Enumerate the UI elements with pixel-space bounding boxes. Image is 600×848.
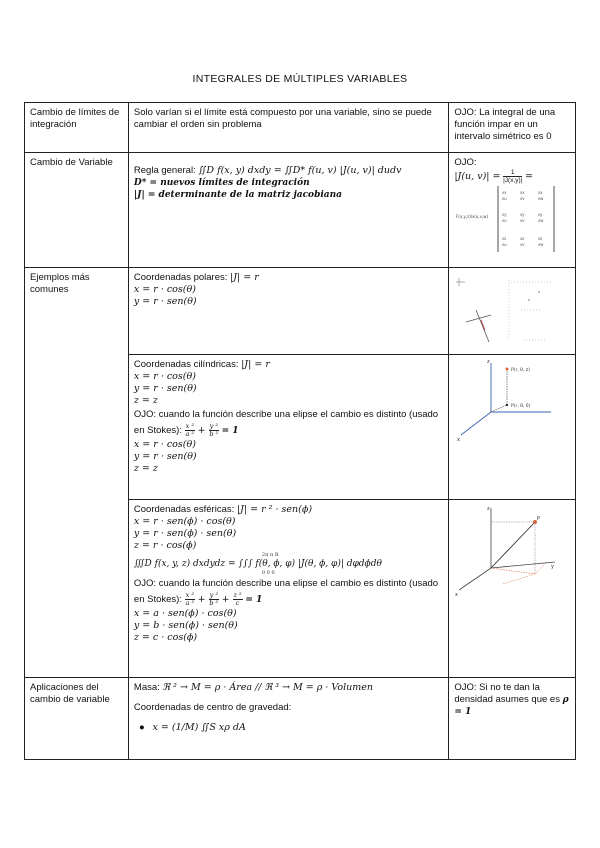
mass-formula: ℜ ² → M = ρ · Área // ℜ ³ → M = ρ · Volumen: [162, 682, 374, 693]
polar-eq-y: y = r · sen(θ): [133, 296, 197, 307]
svg-text:y: y: [551, 564, 555, 570]
svg-text:∂x: ∂x: [538, 190, 543, 195]
variable-content: [128, 153, 448, 268]
sph-eq-x: x = r · sen(ϕ) · cos(θ): [133, 516, 236, 527]
svg-text:∂x: ∂x: [502, 190, 507, 195]
sph2-eq-z: z = c · cos(ϕ): [133, 632, 198, 644]
applications-note: [449, 678, 576, 760]
center-of-gravity-title: Coordenadas de centro de gravedad:: [133, 702, 292, 713]
row-label-limits: Cambio de límites de integración: [25, 103, 129, 153]
table-row-limits: [25, 103, 576, 153]
sph2-eq-x: x = a · sen(ϕ) · cos(θ): [133, 608, 237, 620]
cylindrical-figure-cell: [449, 355, 576, 500]
jacobian-inverse-fraction: [503, 169, 522, 184]
center-of-gravity-formula: x = (1/M) ∬S xρ dA: [152, 722, 246, 733]
dstar-definition: D* = nuevos límites de integración: [133, 178, 310, 188]
cyl-ellipse-rhs: = 1: [221, 426, 239, 437]
variable-note-title: OJO:: [454, 157, 477, 168]
fraction-numerator: 1: [503, 169, 522, 177]
cyl-eq-y: y = r · sen(θ): [133, 383, 197, 394]
svg-text:∂y: ∂y: [538, 212, 543, 217]
svg-text:∂w: ∂w: [538, 218, 544, 223]
svg-text:z: z: [487, 506, 490, 512]
mass-prefix: Masa:: [133, 682, 160, 693]
svg-text:P: P: [537, 516, 541, 522]
ellipse-term-x: $\frac{\text{x ²}}{\text{a ²}}$: [185, 422, 195, 438]
polar-figure-cell: [449, 268, 576, 355]
ellipse-term-y: $\frac{\text{y ²}}{\text{b ²}}$: [209, 422, 219, 438]
row-label-applications: Aplicaciones del cambio de variable: [25, 678, 129, 760]
density-note-formula: ρ = 1: [454, 695, 569, 717]
svg-text:∂x: ∂x: [520, 190, 525, 195]
row-label-examples: Ejemplos más comunes: [25, 268, 129, 678]
cylindrical-title: Coordenadas cilíndricas:: [133, 359, 239, 370]
polar-diagram: [451, 270, 561, 348]
variable-note: [449, 153, 576, 268]
cyl-projection-label: P(r, θ, 0): [511, 404, 531, 409]
table-row-applications: [25, 678, 576, 760]
polar-title: Coordenadas polares:: [133, 272, 228, 283]
sph-eq-z: z = r · cos(ϕ): [133, 540, 197, 551]
sph2-eq-y: y = b · sen(ϕ) · sen(θ): [133, 620, 238, 632]
limits-note: OJO: La integral de una función impar en un intervalo simétrico es 0: [449, 103, 576, 153]
summary-table: [24, 102, 576, 760]
bullet-icon: ●: [139, 722, 145, 733]
svg-text:x: x: [457, 437, 461, 443]
svg-text:∂v: ∂v: [520, 218, 525, 223]
cyl-eq-z: z = z: [133, 395, 158, 406]
spherical-title: Coordenadas esféricas:: [133, 504, 235, 515]
polar-eq-x: x = r · cos(θ): [133, 284, 196, 295]
sph-ellipse-term-x: $\frac{\text{x ²}}{\text{a ²}}$: [185, 591, 195, 607]
spherical-content: Coordenadas esféricas: |J| = r ² · sen(ϕ) x = r · sen(ϕ) · cos(θ) y = r · sen(ϕ) · sen(θ) z = r · cos(ϕ) 2π π R ∭D f(x, y, z) dxdydz = ∫∫∫ f(θ, ϕ, φ) |J(θ, ϕ, φ)| dφdϕdθ 0 0 0 OJO: cuando la función describe una elipse el cambio es distinto (usado en Stokes): $\frac{\text{x ²}}{\text{a ²}}$ + $\frac{\text{y ²}}{\text{b ²}}$ + $\frac{\text{z ²}}{c}$ = 1 x = a · sen(ϕ) · cos(θ) y = b · sen(ϕ) · sen(θ) z = c · cos(ϕ): [128, 500, 448, 678]
jacobian-definition: |J| = determinante de la matriz jacobiana: [133, 190, 342, 200]
spherical-diagram: [451, 502, 561, 602]
svg-text:x: x: [455, 592, 459, 598]
fraction-denominator: |J(x,y)|: [503, 177, 523, 184]
cylindrical-content: Coordenadas cilíndricas: |J| = r x = r · cos(θ) y = r · sen(θ) z = z OJO: cuando la función describe una elipse el cambio es distinto (usado en Stokes): $\frac{\text{x ²}}{\text{a ²}}$ + $\frac{\text{y ²}}{\text{b ²}}$ = 1 x = r · cos(θ) y = r · sen(θ) z = z: [128, 355, 448, 500]
cylindrical-jacobian: |J| = r: [241, 359, 270, 370]
general-rule-prefix: Regla general:: [133, 165, 196, 176]
sph-ellipse-term-y: $\frac{\text{y ²}}{\text{b ²}}$: [209, 591, 219, 607]
svg-text:∂z: ∂z: [502, 236, 507, 241]
sph-limits-top: 2π π R: [261, 552, 279, 558]
density-note-text: OJO: Si no te dan la densidad asumes que es: [454, 682, 560, 705]
svg-text:∂u: ∂u: [502, 218, 507, 223]
table-row-variable: [25, 153, 576, 268]
svg-text:∂y: ∂y: [502, 212, 507, 217]
cylindrical-diagram: [451, 357, 561, 447]
sph-limits-bottom: 0 0 0: [261, 570, 275, 576]
svg-text:z: z: [487, 359, 490, 365]
polar-jacobian: |J| = r: [230, 272, 259, 283]
sph-eq-y: y = r · sen(ϕ) · sen(θ): [133, 528, 237, 539]
sph-ojo-text: OJO: cuando la función describe una elipse el cambio es distinto (usado en Stokes):: [133, 578, 439, 606]
spherical-jacobian: |J| = r ² · sen(ϕ): [236, 504, 313, 515]
applications-content: [128, 678, 448, 760]
row-label-variable: Cambio de Variable: [25, 153, 129, 268]
svg-text:∂v: ∂v: [520, 196, 525, 201]
jacobian-matrix-image: [454, 184, 559, 254]
spherical-figure-cell: [449, 500, 576, 678]
svg-text:∂w: ∂w: [538, 196, 544, 201]
svg-text:F(x,y,z)/∂(u,v,w): F(x,y,z)/∂(u,v,w): [456, 214, 489, 219]
cyl2-eq-z: z = z: [133, 463, 158, 475]
jacobian-inverse-lhs: |J(u, v)| =: [454, 171, 501, 183]
cyl-point-label: P(r, θ, z): [511, 368, 531, 373]
svg-text:∂u: ∂u: [502, 242, 507, 247]
svg-text:∂w: ∂w: [538, 242, 544, 247]
sph-triple-integral: ∭D f(x, y, z) dxdydz = ∫∫∫ f(θ, ϕ, φ) |J(θ, ϕ, φ)| dφdϕdθ: [133, 559, 382, 569]
table-row-polar: [25, 268, 576, 355]
cyl2-eq-y: y = r · sen(θ): [133, 451, 197, 463]
jacobian-inverse-eq: =: [525, 171, 533, 183]
general-rule-formula: ∬D f(x, y) dxdy = ∬D* f(u, v) |J(u, v)| dudv: [198, 165, 402, 176]
page-title: INTEGRALES DE MÚLTIPLES VARIABLES: [192, 73, 408, 85]
cyl-eq-x: x = r · cos(θ): [133, 371, 196, 382]
cyl-ojo-text: OJO: cuando la función describe una elipse el cambio es distinto (usado en Stokes):: [133, 409, 439, 437]
sph-ellipse-rhs: = 1: [245, 595, 263, 606]
svg-text:∂u: ∂u: [502, 196, 507, 201]
svg-text:∂v: ∂v: [520, 242, 525, 247]
sph-ellipse-term-z: $\frac{\text{z ²}}{c}$: [233, 591, 242, 607]
svg-text:∂z: ∂z: [520, 236, 525, 241]
svg-text:∂y: ∂y: [520, 212, 525, 217]
cyl2-eq-x: x = r · cos(θ): [133, 439, 196, 451]
svg-text:∂z: ∂z: [538, 236, 543, 241]
limits-description: Solo varían si el límite está compuesto por una variable, sino se puede cambiar el orden sin problema: [128, 103, 448, 153]
polar-content: [128, 268, 448, 355]
